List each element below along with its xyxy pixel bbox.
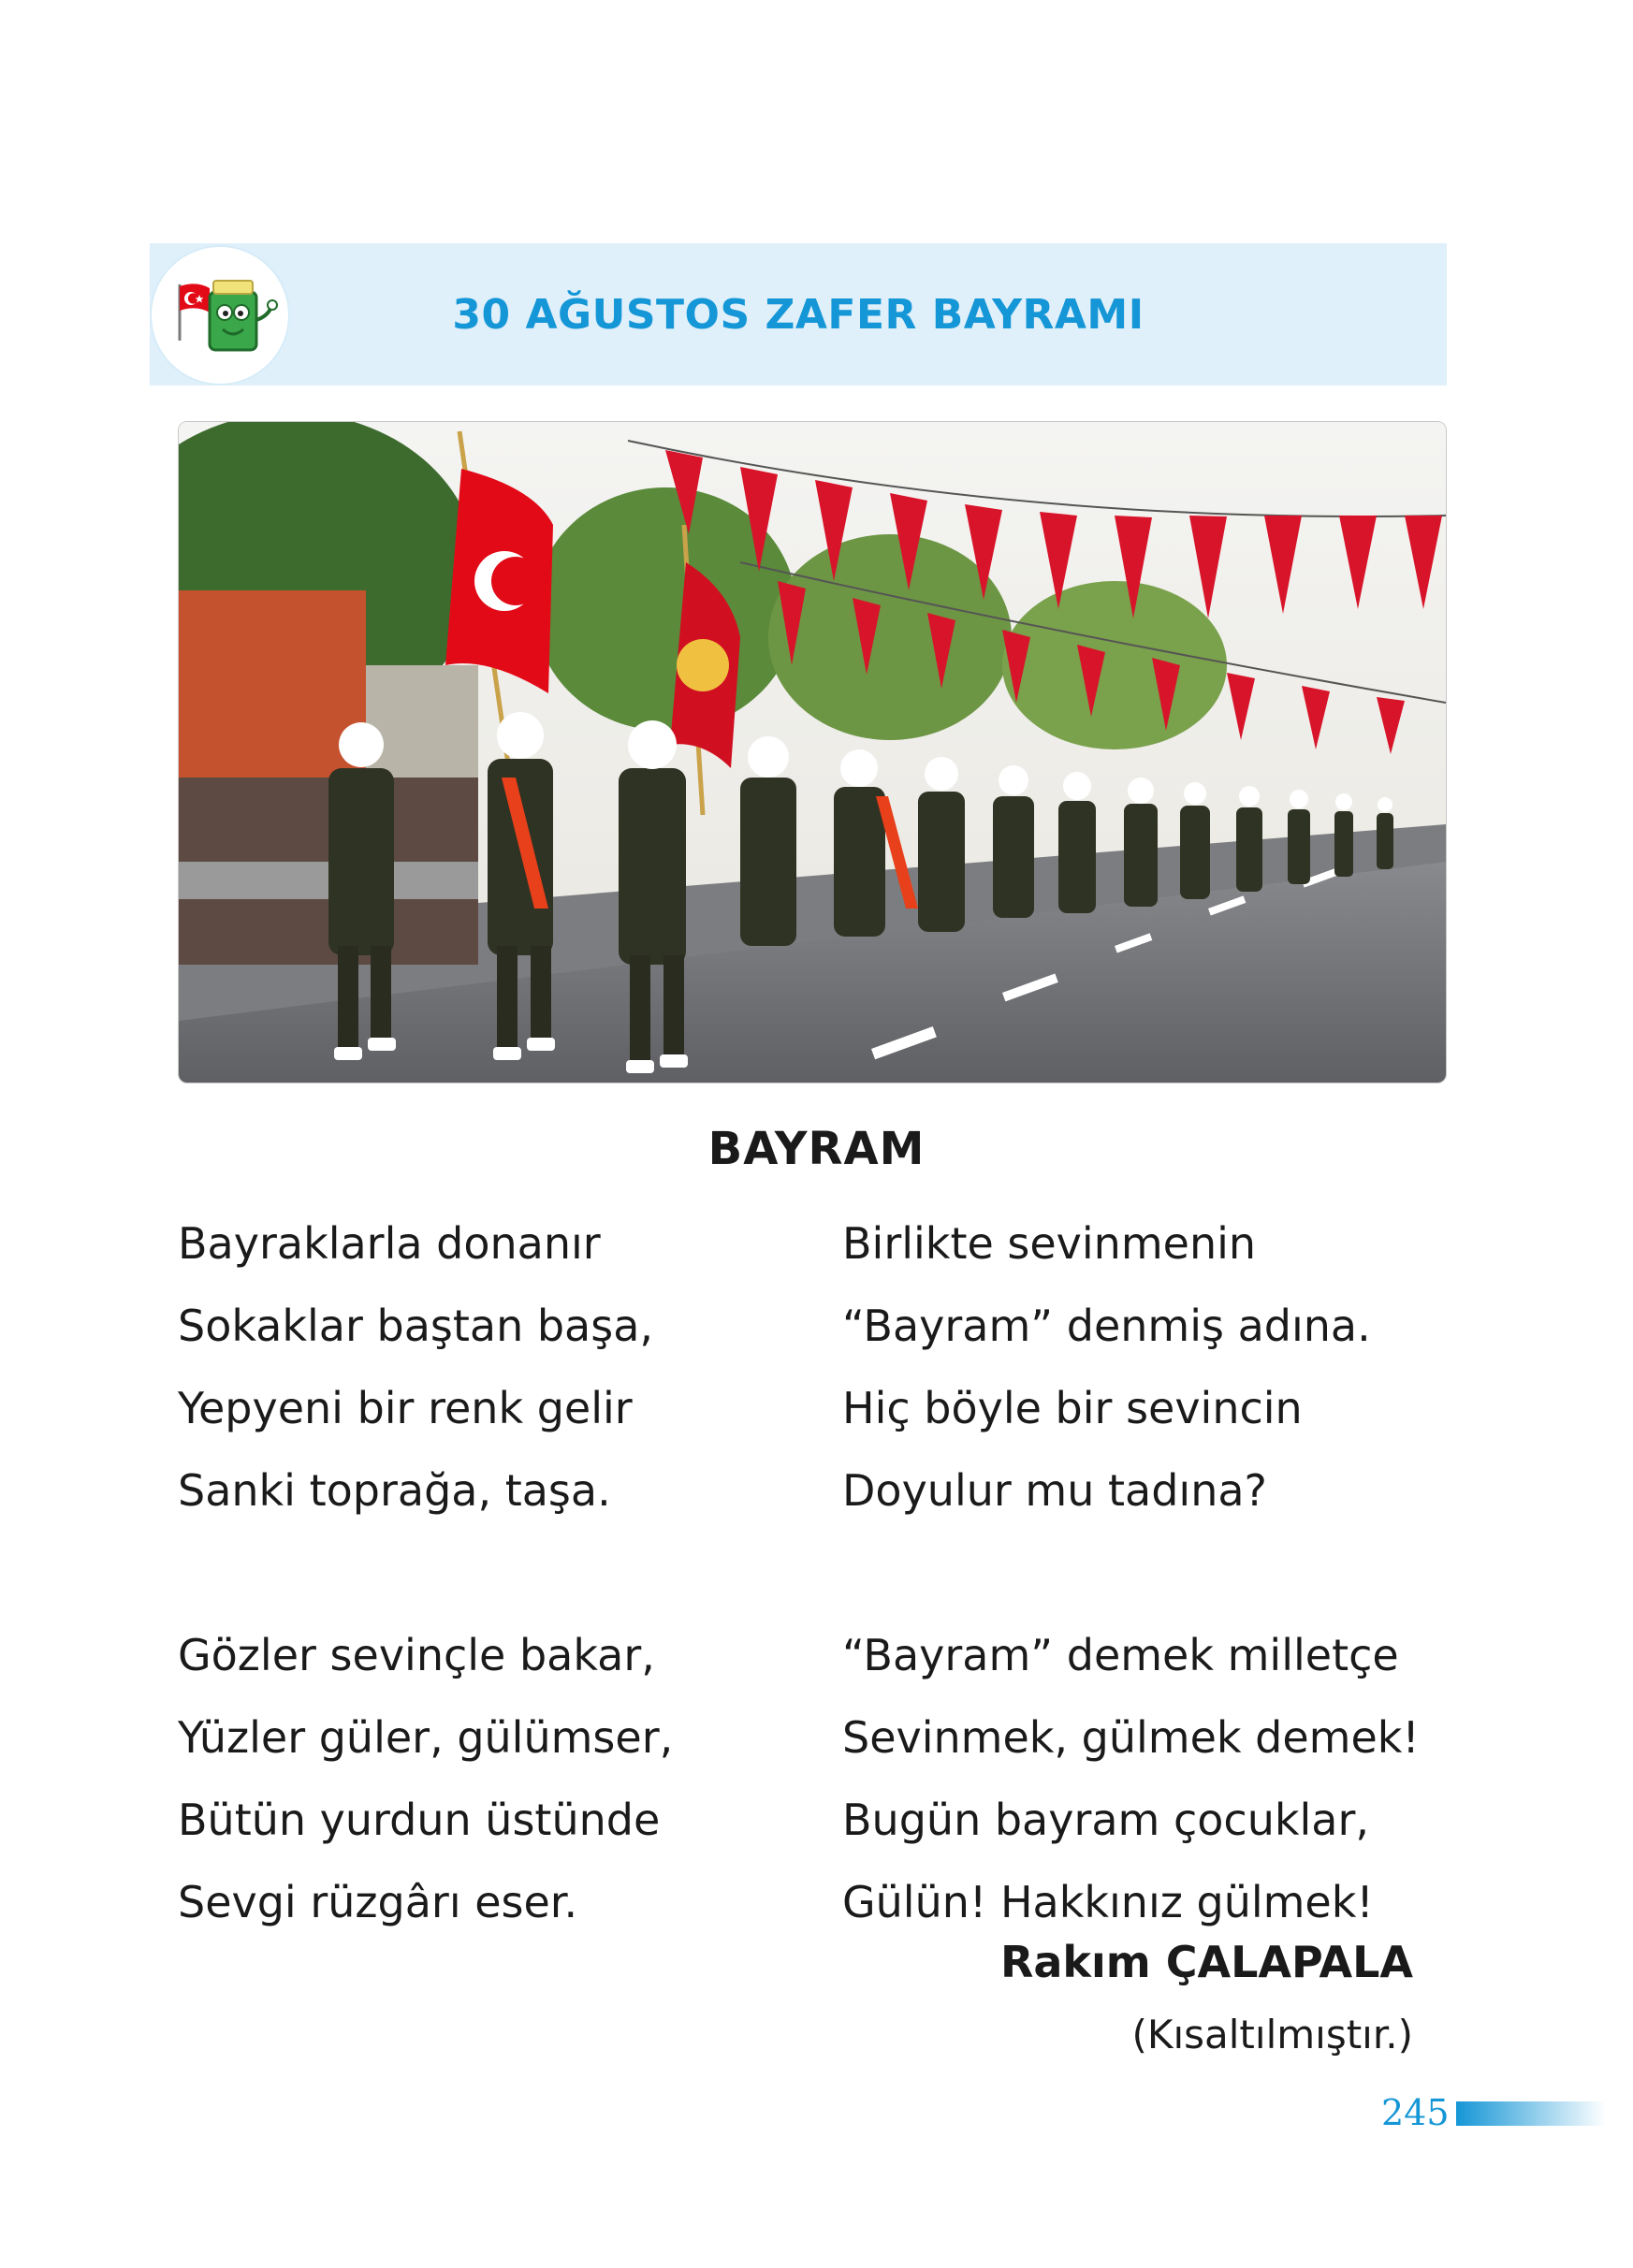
poem-line: Gülün! Hakkınız gülmek! [842,1877,1374,1927]
stanza [842,1614,1420,1943]
poem-line: Sokaklar baştan başa, [178,1301,654,1351]
poem-line: Hiç böyle bir sevincin [842,1383,1303,1433]
poem-line: Doyulur mu tadına? [842,1465,1267,1516]
poem-line: Sanki toprağa, taşa. [178,1465,611,1516]
poem-line: Bayraklarla donanır [178,1218,601,1269]
poem-right-column [842,1202,1420,1943]
poem-line: Birlikte sevinmenin [842,1218,1257,1269]
poem-title: BAYRAM [707,1123,926,1175]
poem-line: Bütün yurdun üstünde [178,1795,661,1845]
page-title: 30 AĞUSTOS ZAFER BAYRAMI [452,290,1145,339]
military-parade-photo [179,422,1446,1083]
stanza [178,1614,673,1943]
page-number-accent-bar [1456,2101,1606,2126]
poem-line: “Bayram” denmiş adına. [842,1301,1371,1351]
page-number: 245 [1381,2092,1450,2133]
poem-line: Gözler sevinçle bakar, [178,1630,655,1680]
parade-photo [178,421,1447,1083]
poem-author: Rakım ÇALAPALA [999,1937,1413,1987]
poem-line: “Bayram” demek milletçe [842,1630,1399,1680]
poem-line: Sevgi rüzgârı eser. [178,1877,578,1927]
poem-line: Bugün bayram çocuklar, [842,1795,1370,1845]
poem-line: Yüzler güler, gülümser, [178,1712,674,1763]
abridged-note: (Kısaltılmıştır.) [1131,2012,1413,2057]
poem-left-column [178,1202,673,1943]
poem-line: Yepyeni bir renk gelir [178,1383,633,1433]
stanza [178,1202,673,1532]
stanza [842,1202,1420,1532]
poem-line: Sevinmek, gülmek demek! [842,1712,1420,1763]
